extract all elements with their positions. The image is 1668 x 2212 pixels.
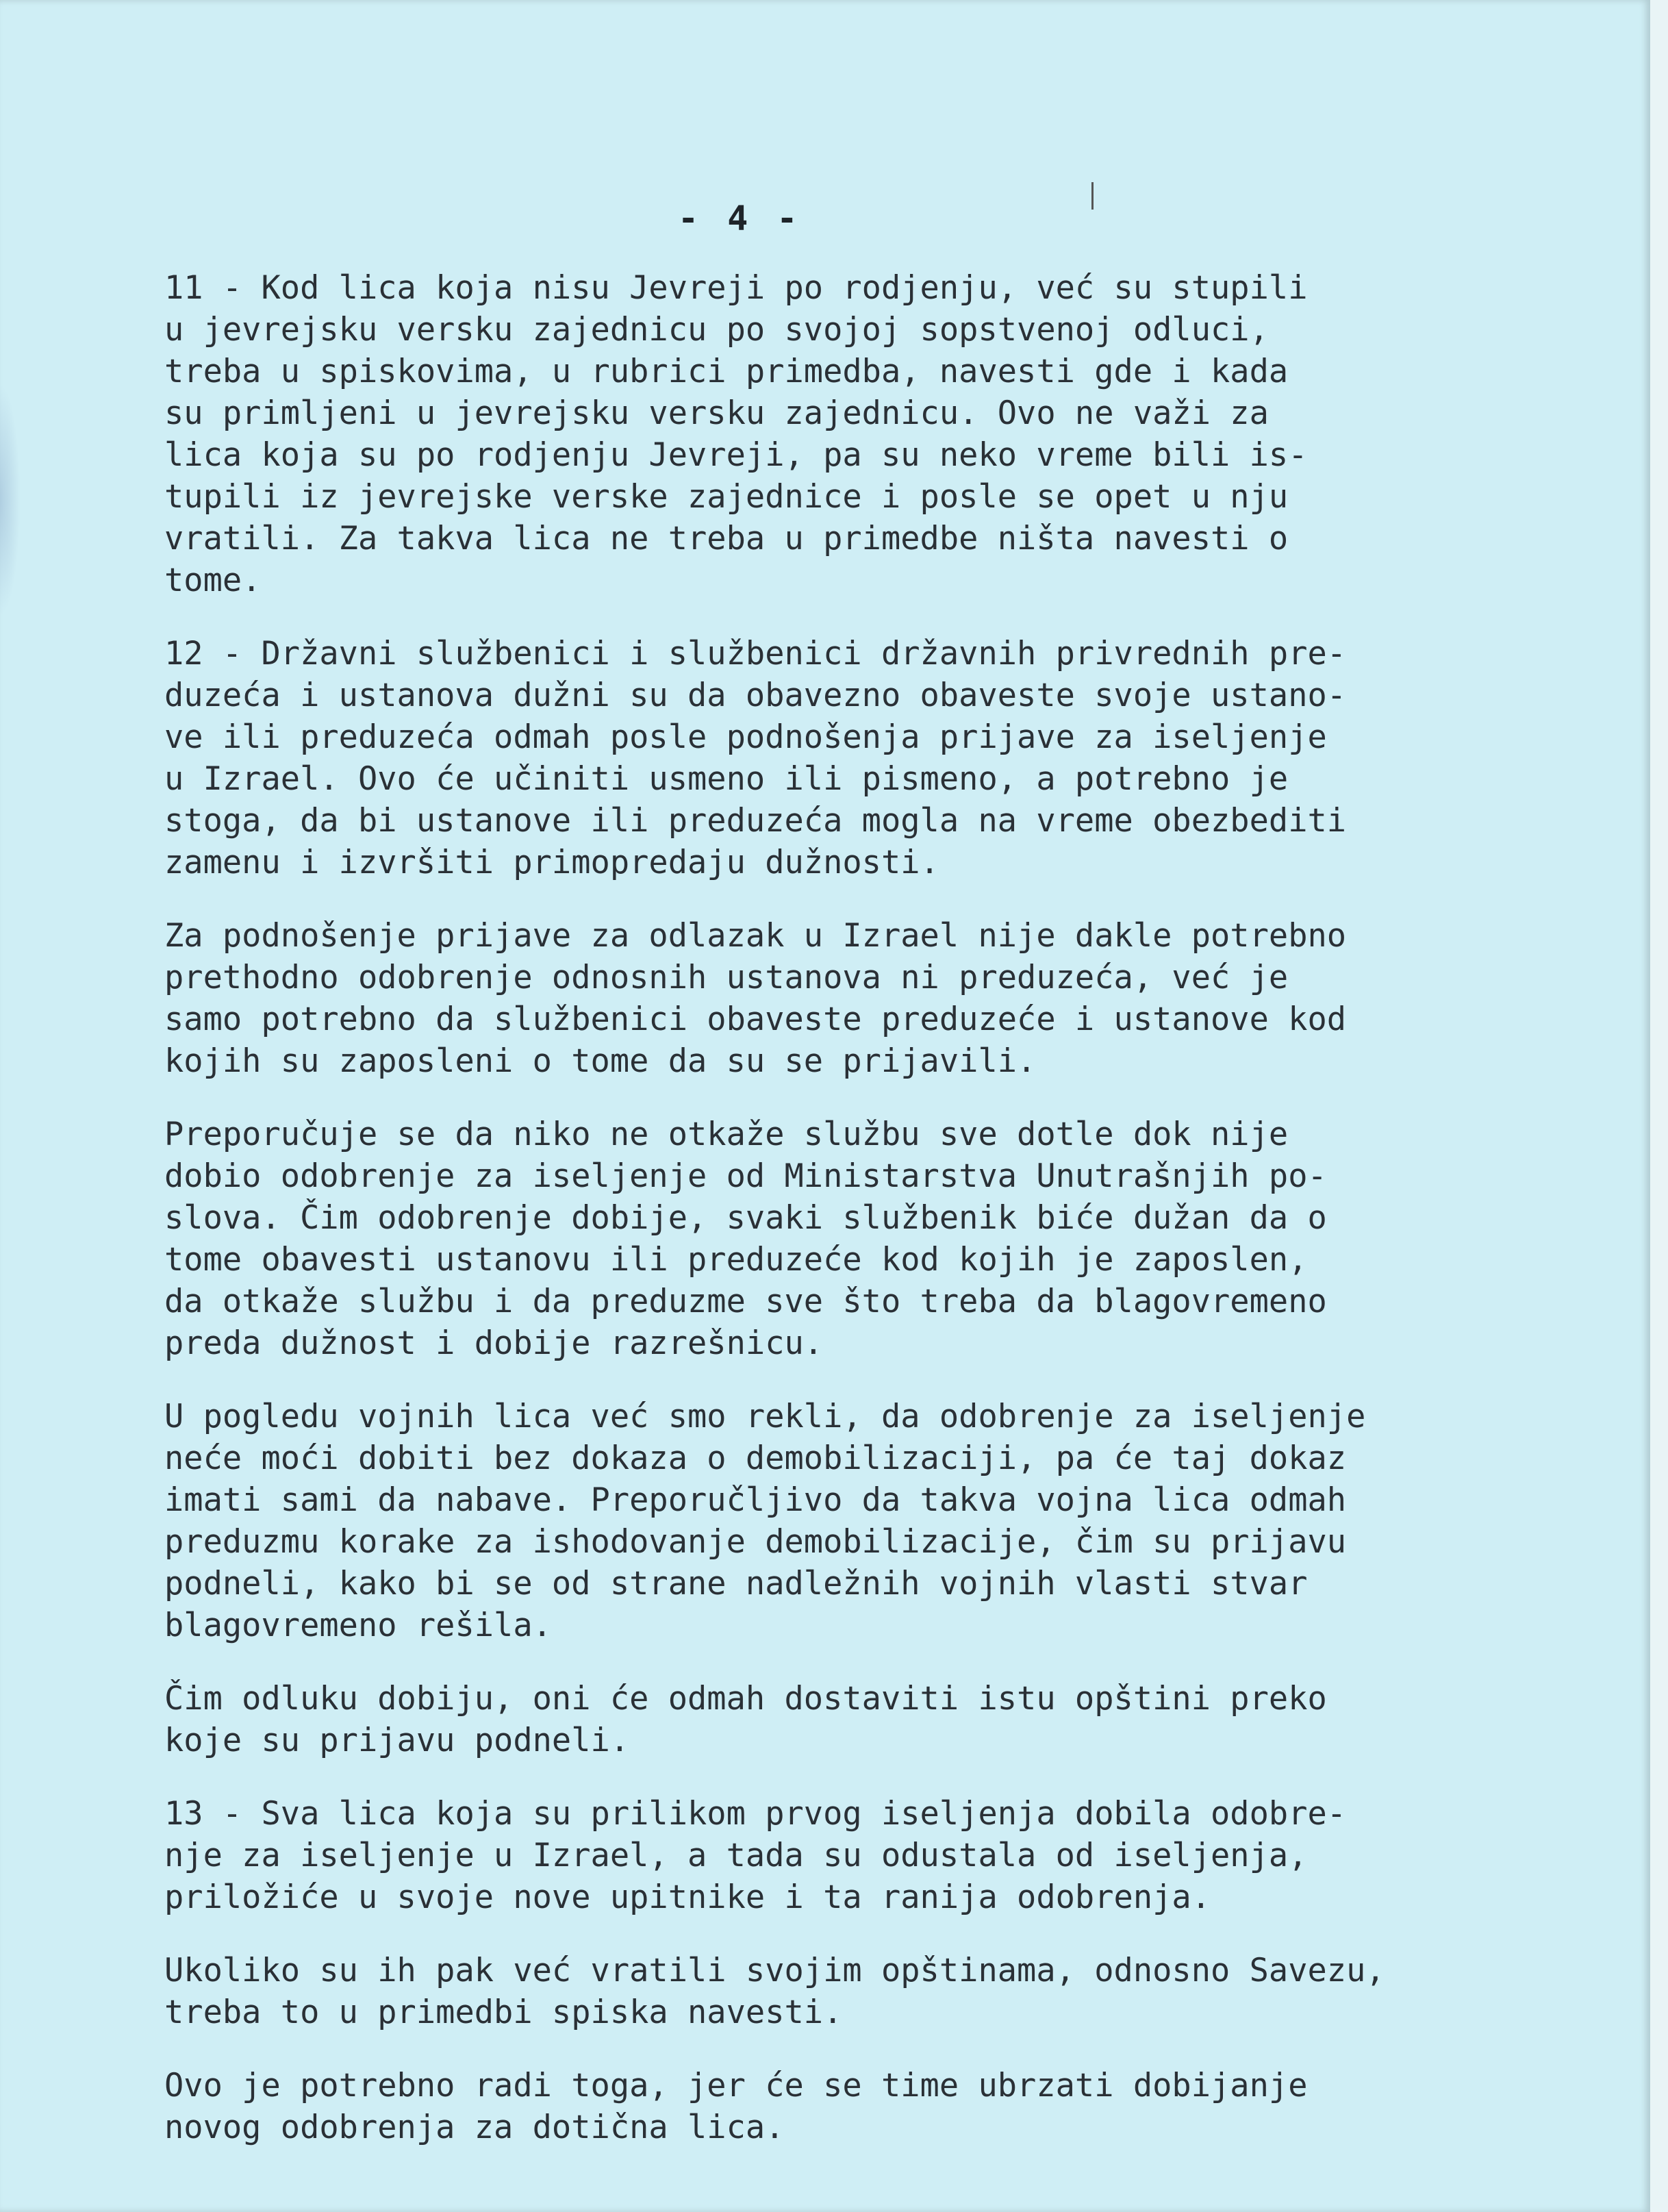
paragraph-savez: Ukoliko su ih pak već vratili svojim opštinama, odnosno Savezu, treba to u primedbi spiska navesti. <box>164 1952 1385 2031</box>
paragraph-12: 12 - Državni službenici i službenici državnih privrednih pre- duzeća i ustanova dužni su da obavezno obaveste svoje ustano- ve ili preduzeća odmah posle podnošenja prijave za iseljenje u Izrael. Ovo će učiniti usmeno ili pismeno, a potrebno je stoga, da bi ustanove ili preduzeća mogla na vreme obezbediti zamenu i izvršiti primopredaju dužnosti. <box>164 635 1347 881</box>
paragraph-ubrzanje: Ovo je potrebno radi toga, jer će se time ubrzati dobijanje novog odobrenja za dotična lica. <box>164 2067 1308 2146</box>
paper-edge <box>1650 0 1668 2212</box>
paragraph-odluka: Čim odluku dobiju, oni će odmah dostaviti istu opštini preko koje su prijavu podneli. <box>164 1680 1327 1759</box>
pen-mark <box>1091 182 1094 210</box>
page-number: - 4 - <box>678 199 802 238</box>
paragraph-13: 13 - Sva lica koja su prilikom prvog iseljenja dobila odobre- nje za iseljenje u Izrael, a tada su odustala od iseljenja, priložiće u svoje nove upitnike i ta ranija odobrenja. <box>164 1795 1347 1916</box>
paragraph-prijava: Za podnošenje prijave za odlazak u Izrael nije dakle potrebno prethodno odobrenje odnosnih ustanova ni preduzeća, već je samo potrebno da službenici obaveste preduzeće i ustanove kod kojih su zaposleni o tome da su se prijavili. <box>164 917 1347 1080</box>
paragraph-11: 11 - Kod lica koja nisu Jevreji po rodjenju, već su stupili u jevrejsku versku zajednicu po svojoj sopstvenoj odluci, treba u spiskovima, u rubrici primedba, navesti gde i kada su primljeni u jevrejsku versku zajednicu. Ovo ne važi za lica koja su po rodjenju Jevreji, pa su neko vreme bili is- tupili iz jevrejske verske zajednice i posle se opet u nju vratili. Za takva lica ne treba u primedbe ništa navesti o tome. <box>164 269 1308 599</box>
paper-stain <box>0 384 21 616</box>
paragraph-otkaz: Preporučuje se da niko ne otkaže službu sve dotle dok nije dobio odobrenje za iseljenje od Ministarstva Unutrašnjih po- slova. Čim odobrenje dobije, svaki službenik biće dužan da o tome obavesti ustanovu ili preduzeće kod kojih je zaposlen, da otkaže službu i da preduzme sve što treba da blagovremeno preda dužnost i dobije razrešnicu. <box>164 1116 1327 1362</box>
document-body <box>164 267 1541 2180</box>
paragraph-vojna-lica: U pogledu vojnih lica već smo rekli, da odobrenje za iseljenje neće moći dobiti bez dokaza o demobilizaciji, pa će taj dokaz imati sami da nabave. Preporučljivo da takva vojna lica odmah preduzmu korake za ishodovanje demobilizacije, čim su prijavu podneli, kako bi se od strane nadležnih vojnih vlasti stvar blagovremeno rešila. <box>164 1398 1366 1644</box>
